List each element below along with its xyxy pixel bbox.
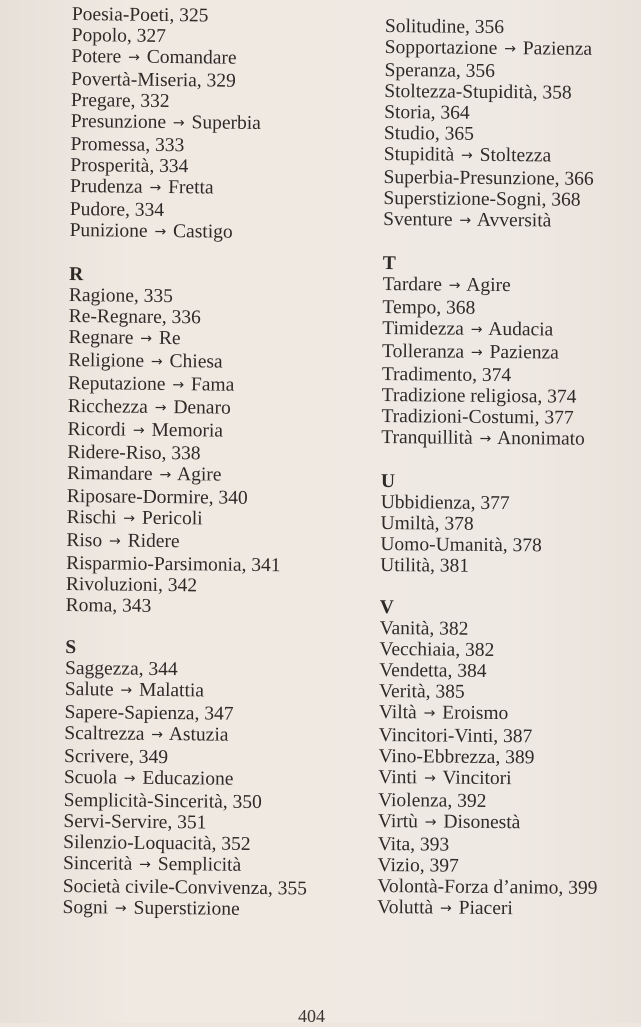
index-entry bbox=[378, 767, 598, 792]
index-entry bbox=[66, 553, 310, 577]
see-arrow-icon: → bbox=[504, 41, 517, 58]
entry-term: Utilità, 381 bbox=[380, 554, 470, 577]
index-entry bbox=[64, 702, 308, 726]
index-column-right bbox=[377, 16, 605, 922]
index-entry bbox=[67, 442, 311, 466]
index-entry bbox=[383, 209, 603, 234]
index-entry bbox=[382, 385, 602, 408]
see-arrow-icon: → bbox=[149, 179, 162, 196]
entry-term: Re-Regnare, 336 bbox=[68, 305, 201, 329]
index-entry bbox=[385, 16, 605, 39]
entry-see-reference: Avversità bbox=[476, 209, 552, 232]
entry-see-reference: Denaro bbox=[173, 397, 231, 419]
entry-term: Risparmio-Parsimonia, 341 bbox=[66, 552, 281, 577]
index-entry bbox=[378, 746, 598, 769]
see-arrow-icon: → bbox=[132, 422, 145, 439]
index-entry bbox=[71, 90, 315, 114]
entry-see-reference: Memoria bbox=[151, 419, 224, 442]
index-column-left bbox=[62, 4, 316, 923]
entry-see-reference: Semplicità bbox=[157, 853, 242, 876]
entry-term: Pudore, 334 bbox=[69, 198, 165, 221]
index-entry bbox=[65, 679, 309, 705]
entry-term: Regnare bbox=[68, 326, 134, 349]
entry-term: Tradizioni-Costumi, 377 bbox=[381, 405, 574, 429]
index-entry bbox=[63, 876, 307, 900]
entry-term: Speranza, 356 bbox=[384, 59, 496, 82]
entry-term: Superbia-Presunzione, 366 bbox=[383, 166, 594, 190]
see-arrow-icon: → bbox=[423, 705, 436, 722]
entry-see-reference: Chiesa bbox=[169, 351, 223, 373]
entry-term: Punizione bbox=[69, 219, 148, 242]
entry-term: Stoltezza-Stupidità, 358 bbox=[384, 80, 572, 104]
index-entry bbox=[382, 318, 602, 343]
entry-see-reference: Superstizione bbox=[133, 897, 240, 920]
entry-term: Servi-Servire, 351 bbox=[63, 810, 207, 834]
index-entry bbox=[70, 134, 314, 158]
entry-term: Rimandare bbox=[66, 462, 153, 485]
entry-term: Sincerità bbox=[62, 852, 133, 875]
entry-term: Storia, 364 bbox=[384, 101, 470, 124]
entry-see-reference: Disonestà bbox=[443, 811, 521, 834]
entry-term: Povertà-Miseria, 329 bbox=[71, 68, 236, 92]
index-entry bbox=[384, 144, 604, 169]
entry-term: Rischi bbox=[66, 506, 117, 529]
entry-see-reference: Vincitori bbox=[442, 767, 512, 790]
entry-term: Verità, 385 bbox=[379, 680, 465, 703]
see-arrow-icon: → bbox=[479, 430, 492, 447]
index-section bbox=[69, 4, 316, 246]
index-entry bbox=[384, 60, 604, 83]
index-entry bbox=[379, 725, 599, 748]
index-section bbox=[66, 264, 314, 619]
index-entry bbox=[385, 37, 605, 62]
entry-see-reference: Anonimato bbox=[497, 427, 585, 450]
index-section bbox=[377, 597, 600, 922]
page-number: 404 bbox=[298, 1006, 325, 1026]
see-arrow-icon: → bbox=[461, 147, 473, 164]
entry-see-reference: Fama bbox=[190, 374, 235, 396]
entry-term: Superstizione-Sogni, 368 bbox=[383, 187, 581, 211]
see-arrow-icon: → bbox=[448, 277, 461, 294]
entry-term: Religione bbox=[68, 349, 145, 372]
see-arrow-icon: → bbox=[139, 856, 151, 873]
index-entry bbox=[67, 419, 311, 445]
index-entry bbox=[63, 853, 307, 879]
index-entry bbox=[70, 155, 314, 179]
entry-term: Vino-Ebbrezza, 389 bbox=[378, 745, 535, 769]
entry-see-reference: Comandare bbox=[146, 46, 237, 69]
index-entry bbox=[378, 811, 598, 836]
index-entry bbox=[383, 167, 603, 190]
index-entry bbox=[383, 188, 603, 211]
see-arrow-icon: → bbox=[459, 212, 472, 229]
see-arrow-icon: → bbox=[140, 330, 153, 347]
see-arrow-icon: → bbox=[424, 814, 437, 831]
index-section bbox=[381, 253, 603, 452]
index-entry bbox=[66, 595, 310, 619]
index-entry bbox=[382, 341, 602, 366]
entry-term: Riso bbox=[66, 529, 103, 552]
index-entry bbox=[383, 274, 603, 299]
entry-term: Tempo, 368 bbox=[382, 296, 476, 319]
entry-see-reference: Pazienza bbox=[489, 341, 559, 364]
entry-term: Vecchiaia, 382 bbox=[379, 638, 495, 661]
index-entry bbox=[71, 46, 315, 72]
entry-see-reference: Ridere bbox=[127, 530, 180, 553]
see-arrow-icon: → bbox=[440, 900, 452, 917]
entry-term: Silenzio-Loquacità, 352 bbox=[63, 831, 251, 855]
see-arrow-icon: → bbox=[154, 223, 167, 240]
index-entry bbox=[69, 220, 313, 246]
entry-see-reference: Fretta bbox=[168, 177, 214, 199]
index-entry bbox=[65, 658, 309, 682]
entry-see-reference: Pericoli bbox=[141, 507, 203, 530]
index-entry bbox=[380, 618, 600, 641]
entry-term: Vanità, 382 bbox=[379, 617, 469, 640]
entry-term: Ricchezza bbox=[67, 395, 149, 418]
entry-term: Popolo, 327 bbox=[71, 24, 167, 47]
entry-term: Salute bbox=[64, 678, 114, 701]
index-entry bbox=[67, 486, 311, 510]
section-letter: V bbox=[379, 596, 395, 619]
section-letter: T bbox=[382, 252, 396, 275]
index-entry bbox=[68, 350, 312, 376]
entry-term: Tranquillità bbox=[381, 426, 473, 449]
index-section bbox=[62, 637, 309, 923]
see-arrow-icon: → bbox=[470, 321, 483, 338]
index-entry bbox=[378, 834, 598, 857]
entry-term: Reputazione bbox=[67, 372, 166, 395]
entry-term: Prosperità, 334 bbox=[70, 154, 189, 178]
see-arrow-icon: → bbox=[150, 353, 163, 370]
entry-see-reference: Castigo bbox=[172, 221, 233, 243]
index-entry bbox=[377, 855, 597, 878]
entry-see-reference: Audacia bbox=[488, 318, 554, 341]
entry-term: Timidezza bbox=[382, 317, 464, 340]
entry-see-reference: Astuzia bbox=[168, 724, 229, 746]
entry-term: Tradizione religiosa, 374 bbox=[381, 384, 577, 408]
entry-see-reference: Agire bbox=[466, 274, 511, 297]
entry-see-reference: Re bbox=[158, 327, 181, 350]
see-arrow-icon: → bbox=[172, 115, 185, 132]
index-entry bbox=[379, 639, 599, 662]
index-entry bbox=[381, 492, 601, 515]
see-arrow-icon: → bbox=[128, 49, 140, 66]
section-letter: U bbox=[380, 470, 396, 493]
index-entry bbox=[67, 463, 311, 489]
entry-see-reference: Eroismo bbox=[442, 702, 509, 725]
entry-see-reference: Agire bbox=[176, 464, 222, 486]
index-entry bbox=[379, 681, 599, 704]
see-arrow-icon: → bbox=[123, 510, 136, 527]
see-arrow-icon: → bbox=[120, 682, 133, 699]
entry-see-reference: Pazienza bbox=[522, 38, 593, 60]
entry-term: Riposare-Dormire, 340 bbox=[66, 485, 248, 509]
see-arrow-icon: → bbox=[159, 466, 172, 484]
entry-term: Sapere-Sapienza, 347 bbox=[64, 701, 234, 725]
entry-term: Sventure bbox=[383, 208, 453, 231]
entry-see-reference: Malattia bbox=[138, 679, 205, 702]
entry-term: Umiltà, 378 bbox=[380, 512, 474, 535]
index-entry bbox=[64, 790, 308, 814]
entry-term: Vincitori-Vinti, 387 bbox=[378, 724, 533, 748]
index-entry bbox=[70, 199, 314, 223]
entry-see-reference: Educazione bbox=[142, 767, 234, 790]
index-entry bbox=[72, 4, 316, 28]
see-arrow-icon: → bbox=[154, 399, 167, 417]
entry-term: Pregare, 332 bbox=[70, 89, 170, 113]
entry-see-reference: Superbia bbox=[191, 112, 261, 134]
index-entry bbox=[62, 897, 306, 923]
entry-term: Vita, 393 bbox=[377, 833, 450, 856]
index-entry bbox=[66, 574, 310, 598]
entry-term: Virtù bbox=[377, 810, 419, 833]
section-letter: R bbox=[69, 263, 84, 286]
entry-term: Tradimento, 374 bbox=[381, 363, 512, 387]
entry-term: Presunzione bbox=[70, 110, 167, 133]
see-arrow-icon: → bbox=[470, 344, 483, 361]
index-entry bbox=[382, 297, 602, 320]
index-entry bbox=[380, 513, 600, 536]
see-arrow-icon: → bbox=[114, 900, 127, 917]
entry-term: Viltà bbox=[378, 701, 417, 724]
index-entry bbox=[381, 406, 601, 429]
entry-term: Vendetta, 384 bbox=[379, 659, 487, 682]
entry-term: Società civile-Convivenza, 355 bbox=[62, 875, 308, 900]
entry-term: Tolleranza bbox=[381, 340, 465, 363]
index-entry bbox=[71, 69, 315, 93]
index-entry bbox=[384, 123, 604, 146]
index-entry bbox=[66, 507, 310, 533]
entry-term: Ridere-Riso, 338 bbox=[67, 441, 201, 465]
entry-term: Solitudine, 356 bbox=[384, 16, 505, 39]
index-entry bbox=[71, 111, 315, 137]
index-entry bbox=[380, 534, 600, 557]
index-section bbox=[383, 16, 605, 234]
index-entry bbox=[379, 702, 599, 727]
index-entry bbox=[378, 790, 598, 813]
index-entry bbox=[64, 723, 308, 749]
entry-term: Semplicità-Sincerità, 350 bbox=[63, 789, 262, 814]
index-entry bbox=[64, 767, 308, 793]
entry-term: Potere bbox=[71, 45, 122, 68]
index-entry bbox=[377, 897, 597, 922]
entry-term: Scrivere, 349 bbox=[64, 745, 169, 769]
entry-see-reference: Stoltezza bbox=[479, 144, 552, 167]
entry-term: Rivoluzioni, 342 bbox=[65, 573, 198, 597]
entry-term: Volontà-Forza d’animo, 399 bbox=[377, 875, 598, 899]
index-entry bbox=[381, 427, 601, 452]
entry-term: Vizio, 397 bbox=[377, 854, 459, 877]
entry-term: Scuola bbox=[63, 766, 118, 789]
see-arrow-icon: → bbox=[108, 533, 121, 550]
index-entry bbox=[380, 555, 600, 578]
entry-term: Violenza, 392 bbox=[378, 789, 487, 812]
entry-term: Poesia-Poeti, 325 bbox=[71, 4, 209, 27]
entry-term: Ubbidienza, 377 bbox=[380, 491, 510, 515]
index-entry bbox=[384, 102, 604, 125]
index-entry bbox=[68, 373, 312, 399]
index-entry bbox=[68, 327, 312, 353]
entry-term: Saggezza, 344 bbox=[64, 657, 178, 681]
see-arrow-icon: → bbox=[151, 726, 164, 743]
entry-term: Ricordi bbox=[67, 418, 127, 441]
index-entry bbox=[379, 660, 599, 683]
index-entry bbox=[384, 81, 604, 104]
section-letter: S bbox=[65, 636, 77, 659]
index-entry bbox=[382, 364, 602, 387]
entry-term: Uomo-Umanità, 378 bbox=[380, 533, 542, 557]
index-entry bbox=[72, 25, 316, 49]
entry-term: Scaltrezza bbox=[64, 722, 145, 745]
index-entry bbox=[63, 811, 307, 835]
entry-term: Tardare bbox=[382, 273, 443, 296]
index-entry bbox=[63, 832, 307, 856]
index-entry bbox=[69, 306, 313, 330]
entry-term: Studio, 365 bbox=[383, 122, 475, 145]
index-entry bbox=[68, 396, 312, 422]
entry-see-reference: Piaceri bbox=[458, 897, 513, 920]
see-arrow-icon: → bbox=[123, 770, 136, 787]
index-entry bbox=[66, 530, 310, 556]
entry-term: Roma, 343 bbox=[65, 594, 152, 617]
entry-term: Vinti bbox=[378, 766, 418, 789]
entry-term: Promessa, 333 bbox=[70, 133, 185, 157]
entry-term: Sogni bbox=[62, 896, 109, 919]
entry-term: Stupidità bbox=[383, 143, 455, 166]
index-entry bbox=[64, 746, 308, 770]
index-entry bbox=[70, 176, 314, 202]
entry-term: Sopportazione bbox=[384, 36, 498, 59]
see-arrow-icon: → bbox=[172, 377, 185, 394]
index-section bbox=[380, 471, 601, 578]
entry-term: Prudenza bbox=[69, 175, 143, 198]
index-entry bbox=[377, 876, 597, 899]
entry-term: Ragione, 335 bbox=[68, 284, 174, 308]
index-entry bbox=[69, 285, 313, 309]
entry-term: Voluttà bbox=[377, 896, 434, 919]
see-arrow-icon: → bbox=[424, 770, 436, 787]
